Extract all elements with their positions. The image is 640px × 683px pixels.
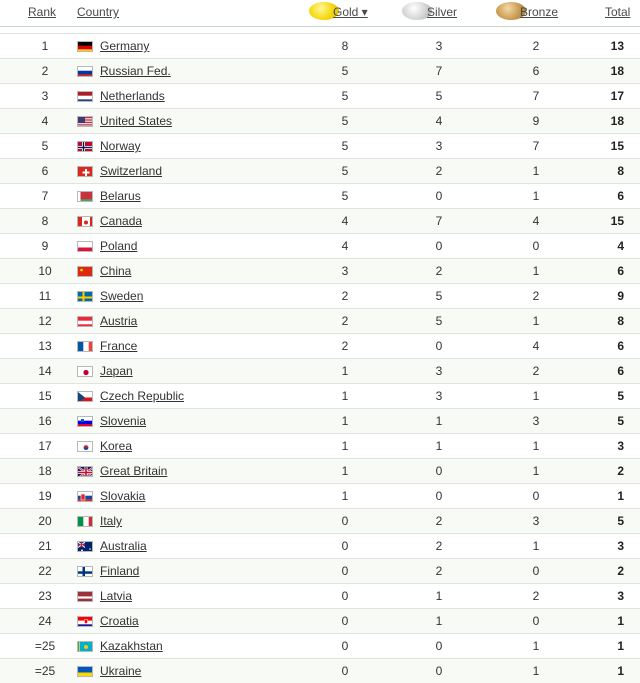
- total-count: 6: [617, 364, 624, 378]
- bronze-count: 1: [532, 439, 540, 453]
- country-link[interactable]: Poland: [100, 239, 138, 253]
- rank-cell: 2: [41, 64, 49, 78]
- hr-flag-icon: [77, 616, 93, 627]
- country-link[interactable]: Slovenia: [100, 414, 147, 428]
- rank-cell: 24: [38, 614, 52, 628]
- pl-flag-icon: [77, 241, 93, 252]
- gold-count: 5: [341, 89, 349, 103]
- rank-cell: 4: [41, 114, 49, 128]
- country-link[interactable]: Latvia: [100, 589, 133, 603]
- table-row: [0, 383, 640, 408]
- table-row: [0, 333, 640, 358]
- silver-count: 2: [435, 264, 443, 278]
- bronze-count: 4: [532, 214, 540, 228]
- total-count: 15: [610, 214, 624, 228]
- silver-count: 0: [435, 664, 443, 678]
- silver-count: 3: [435, 389, 443, 403]
- silver-count: 2: [435, 564, 443, 578]
- gold-count: 4: [341, 239, 349, 253]
- no-flag-icon: [77, 141, 93, 152]
- gold-count: 3: [341, 264, 349, 278]
- country-link[interactable]: Korea: [100, 439, 133, 453]
- total-count: 4: [617, 239, 624, 253]
- total-count: 3: [617, 589, 624, 603]
- table-row: [0, 433, 640, 458]
- total-count: 2: [617, 564, 624, 578]
- silver-count: 0: [435, 489, 443, 503]
- table-body: [0, 33, 640, 683]
- rank-cell: 13: [38, 339, 52, 353]
- ru-flag-icon: [77, 66, 93, 77]
- rank-cell: 10: [38, 264, 52, 278]
- bronze-count: 1: [532, 464, 540, 478]
- table-row: [0, 633, 640, 658]
- silver-column-header[interactable]: Silver: [427, 5, 458, 19]
- silver-count: 2: [435, 539, 443, 553]
- bronze-column-header[interactable]: Bronze: [520, 5, 559, 19]
- silver-count: 4: [435, 114, 443, 128]
- total-count: 1: [617, 489, 624, 503]
- rank-cell: 11: [38, 289, 52, 303]
- bronze-count: 1: [532, 664, 540, 678]
- rank-cell: 20: [38, 514, 52, 528]
- table-row: [0, 233, 640, 258]
- bronze-count: 6: [532, 64, 540, 78]
- table-row: [0, 508, 640, 533]
- total-count: 5: [617, 514, 624, 528]
- bronze-count: 3: [532, 514, 540, 528]
- silver-count: 0: [435, 339, 443, 353]
- country-link[interactable]: Finland: [100, 564, 140, 578]
- country-link[interactable]: Kazakhstan: [100, 639, 163, 653]
- rank-cell: 16: [38, 414, 52, 428]
- gold-count: 4: [341, 214, 349, 228]
- rank-cell: 19: [38, 489, 52, 503]
- total-column-header[interactable]: Total: [605, 5, 631, 19]
- ua-flag-icon: [77, 666, 93, 677]
- rank-cell: 6: [41, 164, 49, 178]
- silver-count: 2: [435, 164, 443, 178]
- gold-count: 0: [341, 564, 349, 578]
- total-count: 6: [617, 189, 624, 203]
- table-row: [0, 458, 640, 483]
- bronze-count: 7: [532, 139, 540, 153]
- cn-flag-icon: [77, 266, 93, 277]
- total-count: 8: [617, 164, 624, 178]
- silver-count: 0: [435, 189, 443, 203]
- country-column-header[interactable]: Country: [77, 5, 120, 19]
- gold-count: 1: [341, 464, 349, 478]
- silver-count: 1: [435, 614, 443, 628]
- se-flag-icon: [77, 291, 93, 302]
- table-row: [0, 558, 640, 583]
- total-count: 9: [617, 289, 624, 303]
- table-row: [0, 58, 640, 83]
- bronze-count: 2: [532, 39, 540, 53]
- bronze-count: 3: [532, 414, 540, 428]
- bronze-count: 1: [532, 314, 540, 328]
- ca-flag-icon: [77, 216, 93, 227]
- rank-cell: 18: [38, 464, 52, 478]
- total-count: 5: [617, 389, 624, 403]
- total-count: 2: [617, 464, 624, 478]
- table-row: [0, 158, 640, 183]
- nl-flag-icon: [77, 91, 93, 102]
- country-link[interactable]: Slovakia: [100, 489, 146, 503]
- rank-cell: 9: [41, 239, 49, 253]
- gold-count: 1: [341, 364, 349, 378]
- bronze-count: 7: [532, 89, 540, 103]
- country-link[interactable]: United States: [100, 114, 173, 128]
- country-link[interactable]: Norway: [100, 139, 141, 153]
- table-row: [0, 208, 640, 233]
- si-flag-icon: [77, 416, 93, 427]
- kz-flag-icon: [77, 641, 93, 652]
- rank-cell: 8: [41, 214, 49, 228]
- silver-count: 5: [435, 89, 443, 103]
- ch-flag-icon: [77, 166, 93, 177]
- silver-count: 0: [435, 639, 443, 653]
- total-count: 1: [617, 614, 624, 628]
- table-row: [0, 183, 640, 208]
- gold-count: 5: [341, 164, 349, 178]
- total-count: 18: [610, 114, 624, 128]
- country-link[interactable]: Ukraine: [100, 664, 142, 678]
- gold-count: 0: [341, 664, 349, 678]
- total-count: 3: [617, 439, 624, 453]
- total-count: 6: [617, 339, 624, 353]
- gold-count: 1: [341, 389, 349, 403]
- it-flag-icon: [77, 516, 93, 527]
- bronze-count: 0: [532, 489, 540, 503]
- country-link[interactable]: Italy: [100, 514, 123, 528]
- silver-count: 0: [435, 464, 443, 478]
- country-link[interactable]: Switzerland: [100, 164, 163, 178]
- table-row: [0, 33, 640, 58]
- bronze-count: 1: [532, 164, 540, 178]
- silver-count: 3: [435, 139, 443, 153]
- gold-column-header[interactable]: Gold ▾: [333, 5, 368, 19]
- table-header: [0, 0, 640, 27]
- rank-cell: =25: [34, 639, 56, 653]
- fr-flag-icon: [77, 341, 93, 352]
- country-link[interactable]: China: [100, 264, 132, 278]
- total-count: 3: [617, 539, 624, 553]
- gold-count: 2: [341, 289, 349, 303]
- table-row: [0, 133, 640, 158]
- gold-count: 5: [341, 114, 349, 128]
- total-count: 18: [610, 64, 624, 78]
- gold-count: 2: [341, 314, 349, 328]
- bronze-count: 0: [532, 614, 540, 628]
- country-link[interactable]: Germany: [100, 39, 150, 53]
- cz-flag-icon: [77, 391, 93, 402]
- rank-cell: 22: [38, 564, 52, 578]
- bronze-count: 2: [532, 589, 540, 603]
- rank-cell: =25: [34, 664, 56, 678]
- kr-flag-icon: [77, 441, 93, 452]
- rank-cell: 14: [38, 364, 52, 378]
- rank-cell: 15: [38, 389, 52, 403]
- total-count: 1: [617, 664, 624, 678]
- total-count: 8: [617, 314, 624, 328]
- bronze-count: 1: [532, 389, 540, 403]
- rank-cell: 1: [41, 39, 49, 53]
- silver-count: 3: [435, 39, 443, 53]
- table-row: [0, 108, 640, 133]
- total-count: 5: [617, 414, 624, 428]
- country-link[interactable]: Croatia: [100, 614, 139, 628]
- silver-count: 2: [435, 514, 443, 528]
- table-row: [0, 658, 640, 683]
- country-link[interactable]: Canada: [100, 214, 143, 228]
- bronze-count: 1: [532, 639, 540, 653]
- gold-count: 5: [341, 139, 349, 153]
- rank-cell: 7: [41, 189, 49, 203]
- jp-flag-icon: [77, 366, 93, 377]
- country-link[interactable]: Austria: [100, 314, 138, 328]
- lv-flag-icon: [77, 591, 93, 602]
- country-link[interactable]: Australia: [100, 539, 147, 553]
- fi-flag-icon: [77, 566, 93, 577]
- gold-count: 1: [341, 414, 349, 428]
- total-count: 13: [610, 39, 624, 53]
- silver-count: 1: [435, 589, 443, 603]
- gold-count: 0: [341, 514, 349, 528]
- silver-count: 7: [435, 64, 443, 78]
- country-link[interactable]: Sweden: [100, 289, 144, 303]
- rank-cell: 5: [41, 139, 49, 153]
- sk-flag-icon: [77, 491, 93, 502]
- total-count: 6: [617, 264, 624, 278]
- us-flag-icon: [77, 116, 93, 127]
- bronze-count: 1: [532, 539, 540, 553]
- silver-count: 5: [435, 314, 443, 328]
- rank-cell: 23: [38, 589, 52, 603]
- total-count: 15: [610, 139, 624, 153]
- table-row: [0, 608, 640, 633]
- bronze-count: 0: [532, 239, 540, 253]
- gold-count: 0: [341, 539, 349, 553]
- silver-count: 5: [435, 289, 443, 303]
- table-row: [0, 258, 640, 283]
- gold-count: 5: [341, 64, 349, 78]
- rank-cell: 17: [38, 439, 52, 453]
- rank-cell: 21: [38, 539, 52, 553]
- bronze-count: 0: [532, 564, 540, 578]
- country-link[interactable]: Czech Republic: [100, 389, 185, 403]
- table-row: [0, 483, 640, 508]
- bronze-count: 2: [532, 289, 540, 303]
- silver-count: 3: [435, 364, 443, 378]
- silver-count: 1: [435, 414, 443, 428]
- table-row: [0, 308, 640, 333]
- total-count: 17: [610, 89, 624, 103]
- bronze-count: 4: [532, 339, 540, 353]
- country-link[interactable]: Great Britain: [100, 464, 168, 478]
- country-link[interactable]: Belarus: [100, 189, 141, 203]
- gb-flag-icon: [77, 466, 93, 477]
- gold-count: 0: [341, 589, 349, 603]
- silver-count: 0: [435, 239, 443, 253]
- country-link[interactable]: Netherlands: [100, 89, 165, 103]
- gold-count: 1: [341, 489, 349, 503]
- bronze-count: 2: [532, 364, 540, 378]
- table-row: [0, 408, 640, 433]
- at-flag-icon: [77, 316, 93, 327]
- by-flag-icon: [77, 191, 93, 202]
- rank-column-header[interactable]: Rank: [28, 5, 57, 19]
- gold-count: 5: [341, 189, 349, 203]
- total-count: 1: [617, 639, 624, 653]
- au-flag-icon: [77, 541, 93, 552]
- country-link[interactable]: Japan: [100, 364, 133, 378]
- gold-count: 1: [341, 439, 349, 453]
- table-row: [0, 583, 640, 608]
- gold-count: 2: [341, 339, 349, 353]
- table-row: [0, 358, 640, 383]
- gold-count: 0: [341, 639, 349, 653]
- gold-count: 8: [341, 39, 349, 53]
- table-row: [0, 283, 640, 308]
- de-flag-icon: [77, 41, 93, 52]
- country-link[interactable]: Russian Fed.: [100, 64, 171, 78]
- bronze-count: 9: [532, 114, 540, 128]
- table-row: [0, 533, 640, 558]
- rank-cell: 3: [41, 89, 49, 103]
- bronze-count: 1: [532, 264, 540, 278]
- silver-count: 1: [435, 439, 443, 453]
- rank-cell: 12: [38, 314, 52, 328]
- country-link[interactable]: France: [100, 339, 138, 353]
- gold-count: 0: [341, 614, 349, 628]
- bronze-count: 1: [532, 189, 540, 203]
- table-row: [0, 83, 640, 108]
- silver-count: 7: [435, 214, 443, 228]
